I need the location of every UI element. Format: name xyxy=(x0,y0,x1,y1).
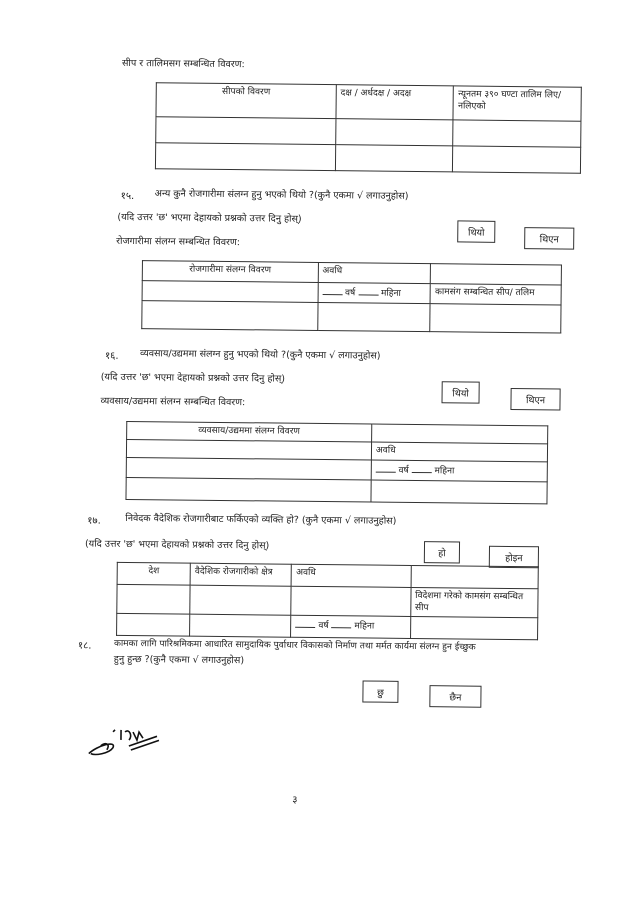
foreign-col-country: देश xyxy=(117,562,190,585)
q15-question: अन्य कुनै रोजगारीमा संलग्न हुनु भएको थियो ?(कुनै एकमा √ लगाउनुहोस) xyxy=(154,188,409,202)
foreign-cell[interactable] xyxy=(410,616,538,639)
q18-question-line2: हुनु हुन्छ ?(कुनै एकमा √ लगाउनुहोस) xyxy=(113,653,245,667)
page-number: ३ xyxy=(292,794,298,806)
q15-number: १५. xyxy=(120,190,135,203)
q16-question: व्यवसाय/उद्यममा संलग्न हुनु भएको थियो ?(कुनै एकमा √ लगाउनुहोस) xyxy=(139,348,381,362)
q18-option-yes[interactable]: छु xyxy=(362,680,398,702)
duration-year-label: वर्ष xyxy=(345,288,356,299)
business-cell[interactable] xyxy=(126,477,371,502)
business-cell[interactable] xyxy=(371,480,547,504)
business-duration-cell[interactable] xyxy=(371,460,547,482)
skills-col-level: दक्ष / अर्धदक्ष / अदक्ष xyxy=(336,85,454,120)
q16-option-no[interactable]: थिएन xyxy=(510,388,560,411)
duration-year-label: वर्ष xyxy=(318,620,329,632)
skills-cell[interactable] xyxy=(336,119,454,146)
employment-col-duration: अवधि xyxy=(318,262,431,283)
employment-cell[interactable] xyxy=(142,301,318,331)
business-col-spacer xyxy=(371,424,547,444)
skills-cell[interactable] xyxy=(156,117,336,145)
q16-number: १६. xyxy=(104,350,119,362)
q17-option-no[interactable]: होइन xyxy=(489,546,539,569)
q16-instruction: (यदि उत्तर 'छ' भएमा देहायको प्रश्नको उत्तर दिनु होस्) xyxy=(100,371,286,385)
q16-subheading: व्यवसाय/उद्यममा संलग्न सम्बन्धित विवरण: xyxy=(100,395,246,409)
duration-month-label: महिना xyxy=(434,466,455,477)
skills-cell[interactable] xyxy=(453,146,581,173)
signature-mark xyxy=(87,720,167,761)
skills-col-description: सीपको विवरण xyxy=(156,83,336,119)
foreign-cell[interactable] xyxy=(190,585,292,615)
business-cell[interactable] xyxy=(126,457,371,480)
employment-cell[interactable] xyxy=(142,281,318,303)
duration-year-label: वर्ष xyxy=(398,465,409,476)
skills-heading: सीप र तालिमसग सम्बन्धित विवरण: xyxy=(121,57,245,71)
q16-option-yes[interactable]: थियो xyxy=(441,381,479,403)
q18-option-no[interactable]: छैन xyxy=(429,685,481,708)
skills-col-training: न्यूनतम ३९० घण्टा तालिम लिए/नलिएको xyxy=(453,86,581,121)
foreign-cell[interactable] xyxy=(117,584,190,614)
q18-question-line1: कामका लागि पारिश्रमिकमा आधारित सामुदायिक पुर्वाधार विकासको निर्माण तथा मर्मत कार्यमा संलग्न हुन ईच्छुक xyxy=(113,638,476,653)
foreign-cell[interactable] xyxy=(117,613,190,636)
business-col-description: व्यवसाय/उद्यममा संलग्न विवरण xyxy=(127,421,372,442)
q17-number: १७. xyxy=(87,515,101,527)
foreign-duration-cell[interactable] xyxy=(291,615,411,638)
q15-option-yes[interactable]: थियो xyxy=(457,220,495,242)
foreign-col-skill: विदेशमा गरेको कामसंग सम्बन्धित सीप xyxy=(410,587,538,617)
skills-table xyxy=(155,82,582,173)
duration-month-label: महिना xyxy=(380,288,401,299)
foreign-col-duration: अवधि xyxy=(291,564,411,587)
employment-col-skill-label: कामसंग सम्बन्धित सीप/ तलिम xyxy=(430,284,561,305)
q15-subheading: रोजगारीमा संलग्न सम्बन्धित विवरण: xyxy=(116,235,241,249)
q18-number: १८. xyxy=(77,640,92,652)
employment-col-skill xyxy=(431,264,562,285)
business-table xyxy=(125,421,548,504)
employment-duration-cell[interactable] xyxy=(318,282,431,303)
employment-cell[interactable] xyxy=(317,302,430,331)
q17-question: निवेदक वैदेशिक रोजगारीबाट फर्किएको व्यक्ति हो? (कुनै एकमा √ लगाउनुहोस) xyxy=(125,512,397,527)
employment-table xyxy=(141,260,562,333)
skills-cell[interactable] xyxy=(335,145,453,172)
skills-cell[interactable] xyxy=(155,143,335,171)
employment-col-description: रोजगारीमा संलग्न विवरण xyxy=(142,261,318,283)
q17-instruction: (यदि उत्तर 'छ' भएमा देहायको प्रश्नको उत्तर दिनु होस्) xyxy=(84,538,270,552)
employment-cell[interactable] xyxy=(430,304,561,333)
signature xyxy=(87,720,167,765)
q15-instruction: (यदि उत्तर 'छ' भएमा देहायको प्रश्नको उत्तर दिनु होस्) xyxy=(117,211,302,225)
skills-cell[interactable] xyxy=(453,120,581,147)
q15-option-no[interactable]: थिएन xyxy=(524,227,574,250)
foreign-employment-table xyxy=(116,562,539,640)
foreign-col-spacer xyxy=(411,565,539,588)
foreign-cell[interactable] xyxy=(291,586,411,616)
foreign-col-sector: वैदेशिक रोजगारीको क्षेत्र xyxy=(190,563,291,586)
business-col-duration: अवधि xyxy=(371,442,547,462)
q17-option-yes[interactable]: हो xyxy=(424,541,460,563)
duration-month-label: महिना xyxy=(354,621,375,632)
foreign-cell[interactable] xyxy=(190,614,291,637)
